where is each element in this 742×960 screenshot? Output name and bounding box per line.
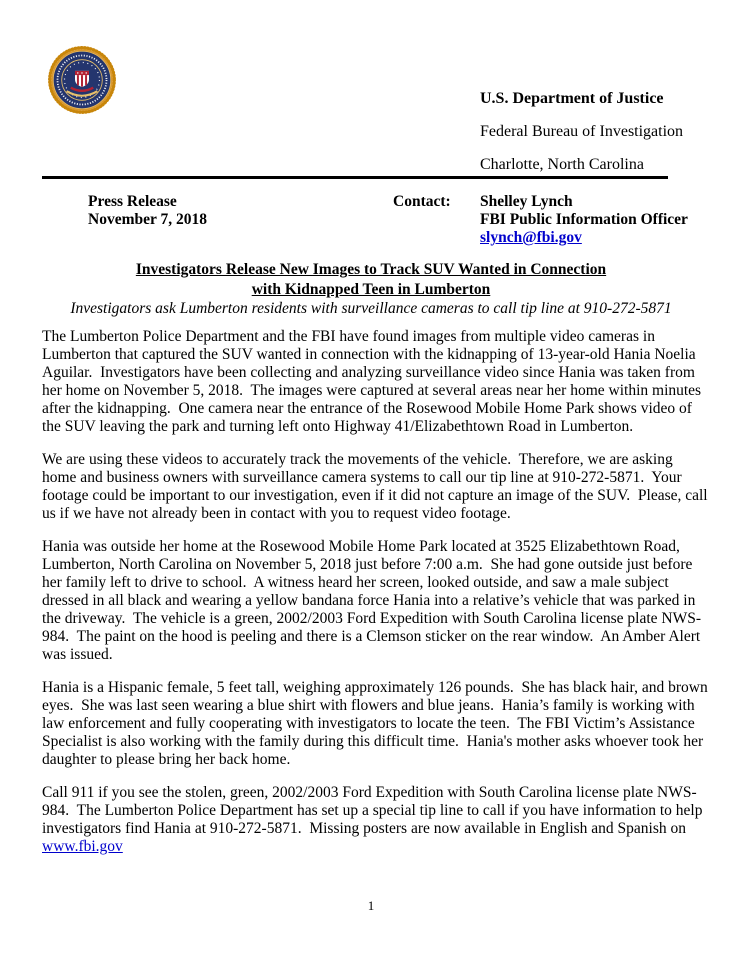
body-paragraph: We are using these videos to accurately track the movements of the vehicle. Therefore, we are asking home and business owners with surveillance camera systems to call our tip line at 910-272-5871. Your footage could be important to our investigation, even if it did not capture an image of the SUV. Please, call us if we have not already been in contact with you to request video footage.	[42, 451, 712, 522]
contact-label: Contact:	[393, 193, 451, 210]
fbi-website-link[interactable]: www.fbi.gov	[42, 838, 123, 855]
department-line: U.S. Department of Justice	[480, 90, 664, 107]
field-office-line: Charlotte, North Carolina	[480, 156, 644, 173]
contact-email-link[interactable]: slynch@fbi.gov	[480, 229, 582, 246]
body-text	[42, 328, 712, 871]
headline-line-2: with Kidnapped Teen in Lumberton	[251, 281, 491, 298]
press-release-label: Press Release	[88, 193, 177, 210]
release-date: November 7, 2018	[88, 211, 207, 228]
page-number: 1	[367, 898, 375, 913]
closing-paragraph	[42, 784, 708, 856]
fbi-seal-icon	[47, 45, 117, 115]
body-paragraph: Hania was outside her home at the Rosewood Mobile Home Park located at 3525 Elizabethtown Road, Lumberton, North Carolina on November 5, 2018 just before 7:00 a.m. She had gone outside just before her family left to drive to school. A witness heard her screen, looked outside, and saw a male subject dressed in all black and wearing a yellow bandana force Hania into a relative’s vehicle that was parked in the driveway. The vehicle is a green, 2002/2003 Ford Expedition with South Carolina license plate NWS-984. The paint on the hood is peeling and there is a Clemson sticker on the rear window. An Amber Alert was issued.	[42, 538, 705, 663]
body-paragraph: The Lumberton Police Department and the FBI have found images from multiple video cameras in Lumberton that captured the SUV wanted in connection with the kidnapping of 13-year-old Hania Noelia Aguilar. Investigators have been collecting and analyzing surveillance video since Hania was taken from her home on November 5, 2018. The images were captured at several areas near her home within minutes after the kidnapping. One camera near the entrance of the Rosewood Mobile Home Park shows video of the SUV leaving the park and turning left onto Highway 41/Elizabethtown Road in Lumberton.	[42, 328, 705, 435]
headline-line-1: Investigators Release New Images to Track SUV Wanted in Connection	[135, 261, 607, 278]
contact-block	[480, 193, 688, 247]
release-type-block	[88, 193, 207, 229]
body-paragraph: Hania is a Hispanic female, 5 feet tall, weighing approximately 126 pounds. She has black hair, and brown eyes. She was last seen wearing a blue shirt with flowers and blue jeans. Hania’s family is working with law enforcement and fully cooperating with investigators to locate the teen. The FBI Victim’s Assistance Specialist is also working with the family during this difficult time. Hania's mother asks whoever took her daughter to please bring her back home.	[42, 679, 712, 768]
subheadline: Investigators ask Lumberton residents with surveillance cameras to call tip line at 910-272-5871	[70, 300, 672, 317]
contact-title: FBI Public Information Officer	[480, 211, 688, 228]
bureau-line: Federal Bureau of Investigation	[480, 123, 684, 140]
fbi-seal-graphic	[47, 45, 117, 115]
letterhead	[480, 90, 683, 173]
closing-paragraph-text: Call 911 if you see the stolen, green, 2002/2003 Ford Expedition with South Carolina license plate NWS-984. The Lumberton Police Department has set up a special tip line to call if you have information to help investigators find Hania at 910-272-5871. Missing posters are now available in English and Spanish on	[42, 784, 707, 837]
contact-name: Shelley Lynch	[480, 193, 573, 210]
headline	[0, 260, 742, 300]
header-divider-rule	[42, 176, 668, 179]
